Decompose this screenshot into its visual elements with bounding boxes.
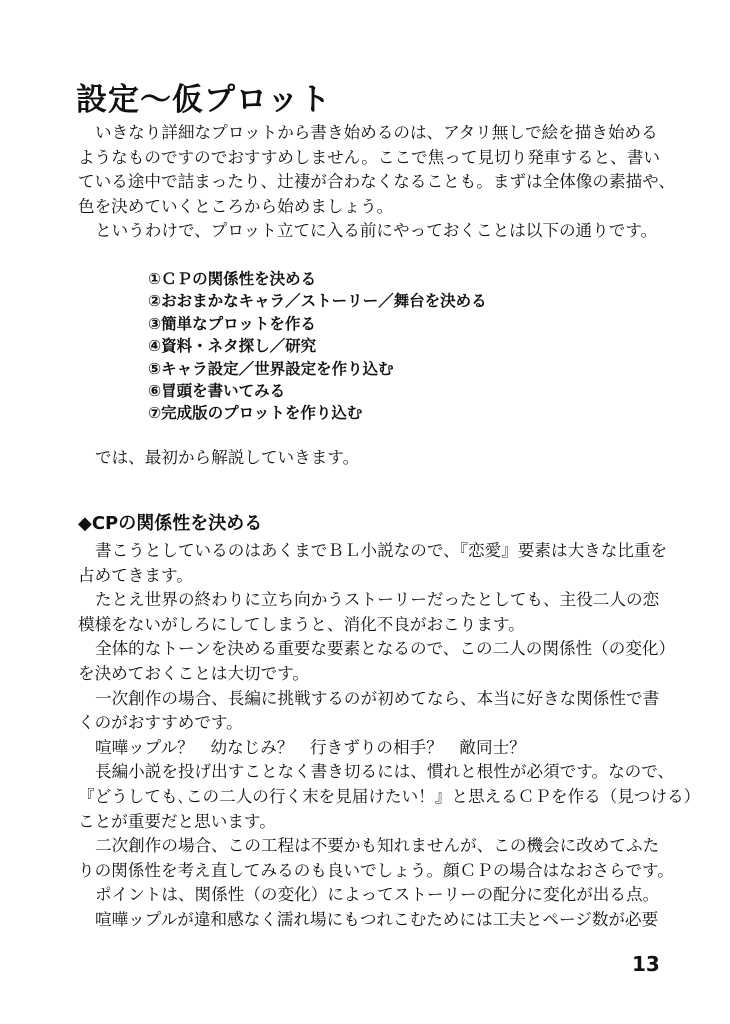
page-title: 設定〜仮プロット xyxy=(76,82,332,118)
text-line: では、最初から解説していきます。 xyxy=(95,448,360,467)
section-body xyxy=(78,539,701,933)
text-line: たとえ世界の終わりに立ち向かうストーリーだったとしても、主役二人の恋 xyxy=(95,590,660,610)
text-line: ようなものですのでおすすめしません。ここで焦って見切り発車すると、書い xyxy=(78,147,660,167)
transition-paragraph xyxy=(78,446,678,471)
text-line: 長編小説を投げ出すことなく書き切るには、慣れと根性が必須です。なので、 xyxy=(95,762,675,782)
text-line: というわけで、プロット立てに入る前にやっておくことは以下の通りです。 xyxy=(95,221,658,241)
text-line: くのがおすすめです。 xyxy=(78,713,243,733)
text-line: 書こうとしているのはあくまでＢＬ小説なので、『恋愛』要素は大きな比重を xyxy=(95,541,668,560)
text-line: 模様をないがしろにしてしまうと、消化不良がおこります。 xyxy=(78,614,525,634)
text-line: ポイントは、関係性（の変化）によってストーリーの配分に変化が出る点。 xyxy=(95,885,660,905)
text-line: 占めてきます。 xyxy=(78,565,193,585)
text-line: 二次創作の場合、この工程は不要かも知れませんが、この機会に改めてふた xyxy=(95,836,660,856)
text-line: 色を決めていくところから始めましょう。 xyxy=(78,196,394,216)
text-line: 全体的なトーンを決める重要な要素となるので、この二人の関係性（の変化） xyxy=(95,639,676,659)
list-item: ①ＣＰの関係性を決める xyxy=(148,270,317,288)
list-item: ⑤キャラ設定／世界設定を作り込む xyxy=(148,359,394,378)
text-line: 一次創作の場合、長編に挑戦するのが初めてなら、本当に好きな関係性で書 xyxy=(95,688,660,708)
text-line: りの関係性を考え直してみるのも良いでしょう。顔ＣＰの場合はなおさらです。 xyxy=(78,860,674,880)
text-line: を決めておくことは大切です。 xyxy=(78,663,309,683)
list-item: ⑦完成版のプロットを作り込む xyxy=(148,404,363,423)
text-line: いきなり詳細なプロットから書き始めるのは、アタリ無しで絵を描き始める xyxy=(95,123,658,142)
text-line: ことが重要だと思います。 xyxy=(78,811,276,831)
list-item: ②おおまかなキャラ／ストーリー／舞台を決める xyxy=(148,292,487,311)
text-line: 『どうしても､この二人の行く末を見届けたい！』と思えるＣＰを作る（見つける） xyxy=(78,786,701,806)
text-line: 喧嘩ップルが違和感なく濡れ場にもつれこむためには工夫とページ数が必要 xyxy=(95,909,659,929)
text-line: ている途中で詰まったり、辻褄が合わなくなることも。まずは全体像の素描や、 xyxy=(78,172,676,192)
page-number: 13 xyxy=(632,952,660,976)
text-line: 喧嘩ップル？ 幼なじみ？ 行きずりの相手？ 敵同士？ xyxy=(95,737,526,757)
list-item: ⑥冒頭を書いてみる xyxy=(148,382,286,401)
section-heading: ◆CPの関係性を決める xyxy=(78,513,263,534)
steps-list xyxy=(148,268,487,425)
list-item: ④資料・ネタ探し／研究 xyxy=(148,337,317,356)
intro-paragraph xyxy=(78,121,678,244)
list-item: ③簡単なプロットを作る xyxy=(148,314,316,333)
